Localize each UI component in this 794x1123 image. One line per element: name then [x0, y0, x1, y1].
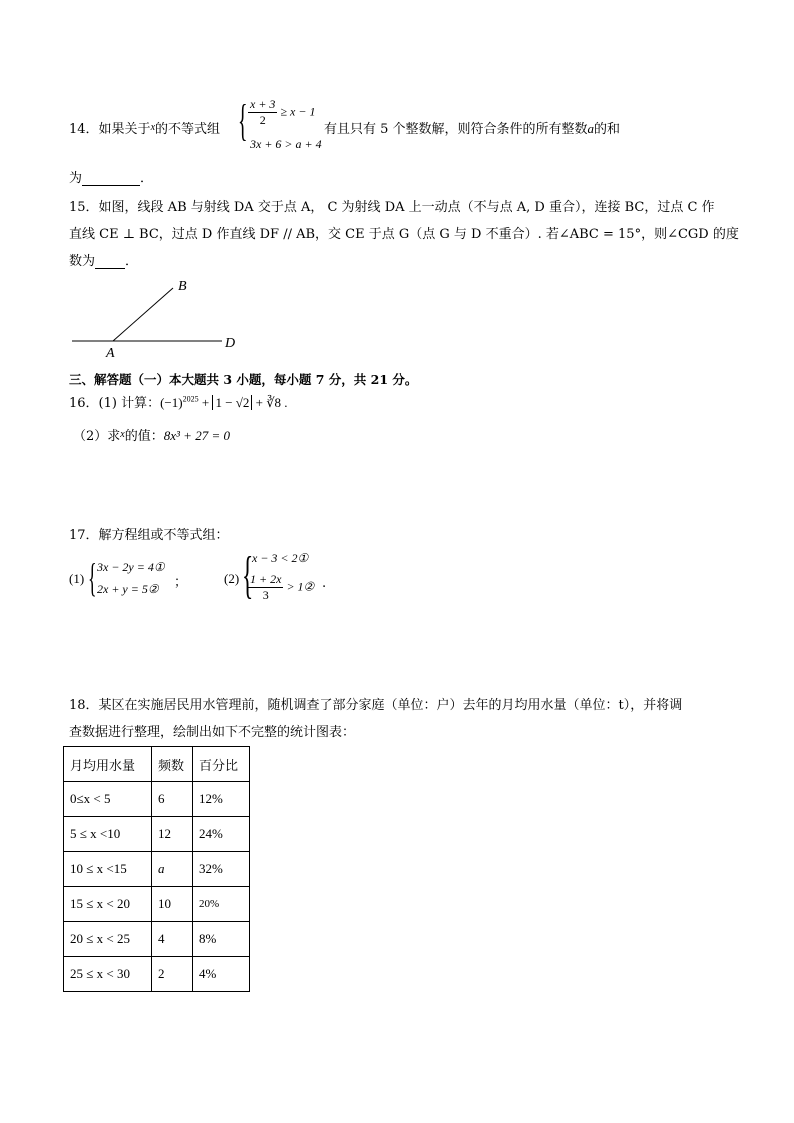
- q17-part2-label: (2): [224, 571, 240, 586]
- q17-part2-eq2-numerator: 1 + 2x: [250, 572, 282, 586]
- table-cell: 10: [152, 887, 193, 922]
- table-cell: 15 ≤ x < 20: [64, 887, 152, 922]
- q15-line-1: 15．如图，线段 AB 与射线 DA 交于点 A， C 为射线 DA 上一动点（不与点 A, D 重合），连接 BC，过点 C 作: [69, 200, 715, 215]
- q17-part1-label: (1): [69, 571, 85, 586]
- q14-ineq-1: [248, 97, 315, 128]
- table-cell: 25 ≤ x < 30: [64, 957, 152, 992]
- table-cell: 24%: [193, 817, 250, 852]
- q14-text-5: 为: [69, 171, 83, 186]
- table-cell: 6: [152, 782, 193, 817]
- q14-brace: {: [238, 96, 248, 145]
- table-cell: 12: [152, 817, 193, 852]
- table-cell: 8%: [193, 922, 250, 957]
- table-cell: 0≤x < 5: [64, 782, 152, 817]
- q16-part2-text: 的值：: [124, 429, 164, 444]
- q17-part1-brace: {: [88, 555, 97, 600]
- q15-line-3-end: ．: [125, 254, 139, 269]
- label-d: D: [225, 336, 236, 351]
- table-cell: 32%: [193, 852, 250, 887]
- q14-end: ．: [140, 171, 154, 186]
- table-cell: 4%: [193, 957, 250, 992]
- q15-line-2: 直线 CE ⊥ BC，过点 D 作直线 DF // AB，交 CE 于点 G（点 G 与 D 不重合）. 若∠ABC = 15°，则∠CGD 的度: [69, 227, 739, 242]
- q14-ineq1-denominator: 2: [259, 113, 266, 127]
- segment-ab: [113, 288, 173, 341]
- table-cell: 20 ≤ x < 25: [64, 922, 152, 957]
- q16-part1-label: 16．(1) 计算：: [69, 396, 161, 411]
- q17-part1-eq2: 2x + y = 5②: [97, 582, 159, 596]
- water-usage-table: [63, 746, 250, 992]
- q15-line-3: 数为: [69, 254, 96, 269]
- q17-part2-eq2-denominator: 3: [262, 588, 269, 602]
- q17-part1-end: ；: [174, 575, 188, 590]
- q16-equation: 8x³ + 27 = 0: [163, 428, 230, 443]
- q17-part2-end: .: [322, 576, 327, 591]
- table-cell: a: [152, 852, 193, 887]
- q14-var-x: x: [150, 122, 156, 133]
- table-cell: 10 ≤ x <15: [64, 852, 152, 887]
- table-cell: 2: [152, 957, 193, 992]
- q14-answer-blank[interactable]: [82, 171, 140, 186]
- q14-ineq-2: 3x + 6 > a + 4: [250, 137, 322, 151]
- q17-part1-eq1: 3x − 2y = 4①: [97, 560, 165, 574]
- table-row: [64, 817, 250, 852]
- q14-ineq1-numerator: x + 3: [250, 97, 276, 111]
- table-cell: 12%: [193, 782, 250, 817]
- q15-answer-blank[interactable]: [95, 254, 125, 269]
- q17-part2-eq2: [248, 572, 314, 603]
- table-header-cell: 月均用水量: [64, 747, 152, 782]
- q17-title: 17．解方程组或不等式组：: [69, 528, 229, 543]
- q14-number: 14．: [69, 122, 99, 137]
- q14-ineq1-rhs: ≥ x − 1: [280, 104, 316, 119]
- table-cell: 20%: [193, 887, 250, 922]
- q17-part2-brace: {: [242, 547, 254, 604]
- q17-part2-eq1: x − 3 < 2①: [252, 551, 309, 565]
- q16-exponent: 2025: [182, 394, 199, 404]
- table-header-cell: 频数: [152, 747, 193, 782]
- q16-part2-label: （2）求: [73, 429, 121, 444]
- q16-base: (−1): [160, 395, 183, 410]
- section-3-heading: 三、解答题（一）本大题共 3 小题，每小题 7 分，共 21 分。: [69, 372, 418, 387]
- q15-figure: [70, 275, 250, 360]
- q18-line-2: 查数据进行整理，绘制出如下不完整的统计图表：: [69, 725, 356, 740]
- q16-plus: +: [198, 395, 213, 410]
- label-b: B: [178, 279, 187, 294]
- table-row: [64, 887, 250, 922]
- q17-part2-eq2-rhs: > 1②: [286, 579, 315, 594]
- q14-text-2: 的不等式组: [155, 122, 221, 137]
- table-row: [64, 922, 250, 957]
- q16-var-x: x: [120, 429, 125, 440]
- q18-line-1: 18．某区在实施居民用水管理前，随机调查了部分家庭（单位：户）去年的月均用水量（单位：t），并将调: [69, 698, 683, 713]
- table-row: [64, 957, 250, 992]
- q14-text-1: 如果关于: [98, 122, 151, 137]
- table-header-row: [64, 747, 250, 782]
- q16-cube-root: + ∛8 .: [252, 395, 288, 410]
- table-cell: 5 ≤ x <10: [64, 817, 152, 852]
- q16-abs-value: 1 − √2: [212, 395, 252, 410]
- table-row: [64, 782, 250, 817]
- q14-text-3: 有且只有 5 个整数解，则符合条件的所有整数: [324, 122, 588, 137]
- label-a: A: [106, 346, 115, 360]
- q14-var-a: a: [587, 121, 595, 136]
- table-header-cell: 百分比: [193, 747, 250, 782]
- table-row: [64, 852, 250, 887]
- table-cell: 4: [152, 922, 193, 957]
- q14-text-4: 的和: [594, 122, 621, 137]
